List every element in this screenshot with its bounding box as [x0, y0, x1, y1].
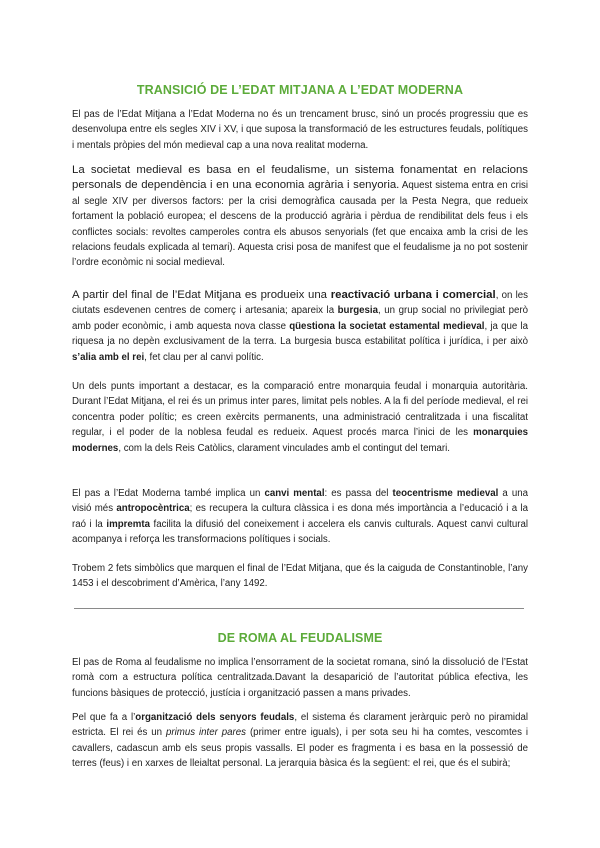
paragraph-feudalism	[72, 163, 528, 271]
bold-term: qüestiona la societat estamental medieval	[289, 320, 485, 332]
bold-term: organització dels senyors feudals	[135, 712, 295, 723]
section-title-rome-feudalism: DE ROMA AL FEUDALISME	[217, 631, 383, 645]
section-divider	[74, 608, 524, 609]
paragraph-monarchy	[72, 379, 528, 456]
bold-term: reactivació urbana i comercial	[330, 289, 496, 301]
text-run: , un grup social no privilegiat però amb poder econòmic, i amb aquesta nova classe	[72, 305, 528, 332]
bold-term: monarquies modernes	[72, 427, 528, 454]
bold-term: teocentrisme medieval	[392, 488, 499, 499]
paragraph-urban-reactivation	[72, 288, 528, 365]
bold-term: impremta	[106, 518, 150, 530]
text-run: , com la dels Reis Catòlics, clarament vinculades amb el contingut del temari.	[118, 442, 450, 454]
text-run: facilita la difusió del coneixement i accelera els canvis culturals. Aquest canvi cultural acompanya i reforça les transformacions polítiques i socials.	[72, 518, 528, 546]
text-run: El pas a l’Edat Moderna també implica un	[72, 488, 265, 499]
text-run: , el sistema és clarament jeràrquic però no piramidal estricta. El rei és un	[72, 712, 528, 739]
paragraph-feudal-lords	[72, 710, 528, 772]
text-run: a una visió més	[72, 488, 529, 515]
text-run: Pel que fa a l’	[72, 712, 136, 723]
paragraph-lead-text: La societat medieval es basa en el feudalisme, un sistema fonamentat en relacions personals de dependència i en una economia agrària i senyoria.	[72, 164, 528, 192]
bold-term: burgesia	[337, 305, 379, 317]
text-run: , ja que la riquesa ja no depèn exclusivament de la terra. La burgesia busca estabilitat política i jurídica, i per això	[72, 320, 528, 348]
text-run: : es passa del	[324, 488, 393, 499]
paragraph-mental-change	[72, 486, 528, 548]
bold-term: antropocèntrica	[116, 503, 190, 515]
bold-term: s’alia amb el rei	[72, 351, 145, 363]
paragraph-lead-text: A partir del final de l’Edat Mitjana es produeix una	[72, 289, 331, 301]
paragraph-body-text: Aquest sistema entra en crisi al segle XIV per diversos factors: per la crisi demogràfica causada per la Pesta Negra, que redueix fortament la població europea; el descens de la producció agrària i pèrdua de rendibilitat dels feus i els conflictes socials: revoltes camperoles contra els abusos senyorials (fet que encaixa amb la crisi de les relacions feudals explicada al temari). Aquesta crisi posa de manifest que el feudalisme ja no pot sostenir l’ordre econòmic ni social medieval.	[72, 180, 528, 269]
text-run: , fet clau per al canvi polític.	[144, 351, 264, 363]
paragraph-rome-intro: El pas de Roma al feudalisme no implica l’ensorrament de la societat romana, sinó la dissolució de l’Estat romà com a estructura política centralitzada.Davant la desaparició de l’autoritat pública efectiva, les funcions bàsiques de protecció, justícia i organització passen a mans privades.	[72, 657, 528, 699]
paragraph-intro: El pas de l’Edat Mitjana a l’Edat Moderna no és un trencament brusc, sinó un procés progressiu que es desenvolupa entre els segles XIV i XV, i que suposa la transformació de les estructures feudals, polítiques i mentals pròpies del món medieval cap a una nova realitat moderna.	[72, 109, 528, 151]
text-run: , on les ciutats esdevenen centres de comerç i artesania; apareix la	[72, 290, 529, 317]
paragraph-symbolic-events: Trobem 2 fets simbòlics que marquen el final de l’Edat Mitjana, que és la caiguda de Constantinoble, l’any 1453 i el descobriment d’Amèrica, l’any 1492.	[72, 563, 528, 590]
text-run: ; es recupera la cultura clàssica i es dona més importància a l’educació i a la raó i la	[72, 503, 528, 530]
italic-term: primus inter pares	[165, 727, 247, 739]
bold-term: canvi mental	[264, 488, 325, 499]
text-run: Un dels punts important a destacar, es la comparació entre monarquia feudal i monarquia autoritària. Durant l’Edat Mitjana, el rei és un primus inter pares, limitat pels nobles. A la fi del període medieval, el rei concentra poder polític; es creen exèrcits permanents, una administració centralitzada i una fiscalitat regular, i el poder de la noblesa feudal es redueix. Aquest procés marca l’inici de les	[72, 381, 528, 439]
text-run: (primer entre iguals), i per sota seu hi ha comtes, vescomtes i cavallers, cadascun amb els seus propis vassalls. El poder es fragmenta i es basa en la possessió de terres (feus) i en xarxes de lleialtat personal. La jerarquia bàsica és la següent: el rei, que és el subirà;	[72, 727, 528, 770]
section-title-transition: TRANSICIÓ DE L’EDAT MITJANA A L’EDAT MODERNA	[136, 83, 464, 97]
